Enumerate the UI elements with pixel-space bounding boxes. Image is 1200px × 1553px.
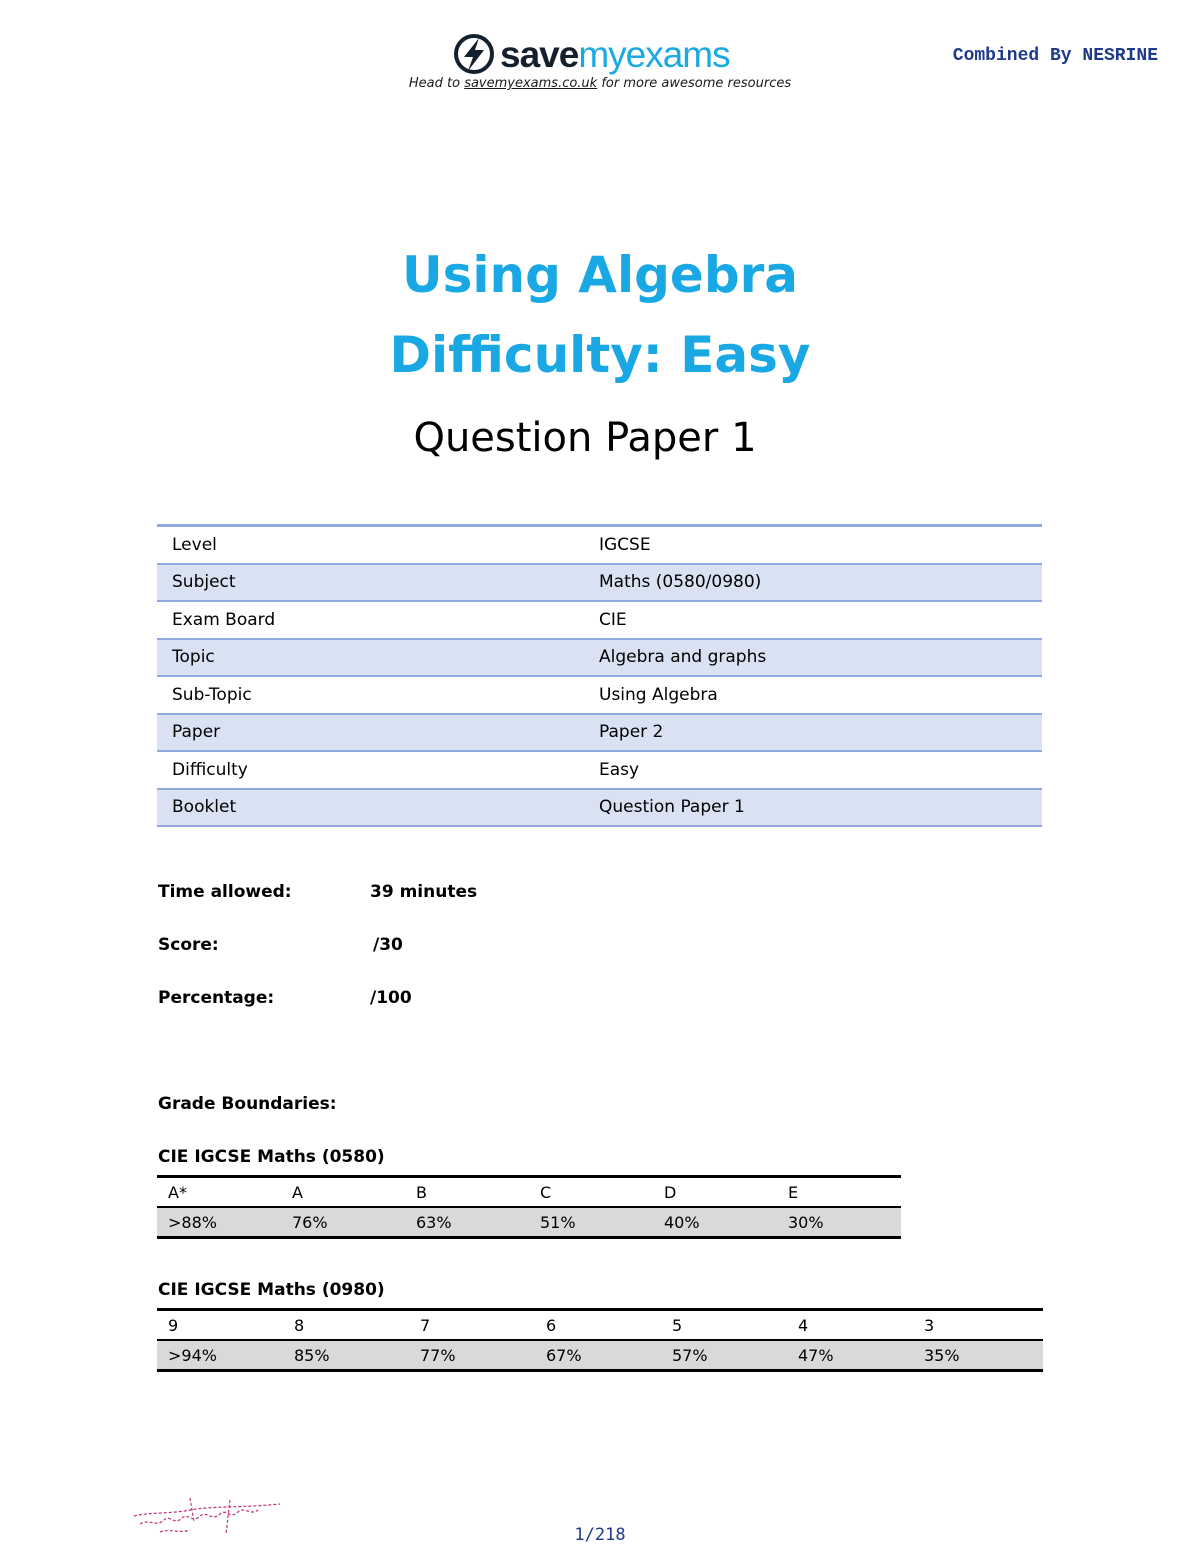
info-value: CIE: [599, 609, 627, 630]
info-value: IGCSE: [599, 534, 651, 555]
info-row: [157, 715, 1042, 753]
page-subtitle: Question Paper 1: [413, 415, 757, 461]
percentage-label: Percentage:: [158, 988, 275, 1008]
grade-row: [157, 1311, 1043, 1339]
grade-boundaries-heading: Grade Boundaries:: [158, 1094, 337, 1114]
info-value: Paper 2: [599, 722, 664, 743]
info-row: [157, 790, 1042, 828]
table-0580-title: CIE IGCSE Maths (0580): [158, 1147, 385, 1167]
info-value: Easy: [599, 759, 640, 780]
percentage-cell: 51%: [540, 1212, 576, 1232]
info-row: [157, 527, 1042, 565]
percentage: [158, 988, 412, 1008]
percentage-cell: >88%: [168, 1212, 217, 1232]
header-tagline: Head to savemyexams.co.uk for more awesome resources: [408, 76, 792, 91]
info-table: [157, 524, 1042, 827]
difficulty-title: Difficulty: Easy: [389, 326, 811, 384]
percentage-cell: 30%: [788, 1212, 824, 1232]
grade-cell: 9: [168, 1315, 179, 1335]
grade-cell: 5: [672, 1315, 683, 1335]
percentage-cell: 63%: [416, 1212, 452, 1232]
grade-cell: E: [788, 1182, 799, 1202]
logo-wordmark: savemyexams: [500, 33, 730, 75]
info-label: Sub-Topic: [172, 684, 252, 705]
time-allowed: [158, 882, 477, 902]
percentage-cell: 35%: [924, 1345, 960, 1365]
info-label: Paper: [172, 722, 221, 743]
grade-cell: 6: [546, 1315, 557, 1335]
grade-cell: 7: [420, 1315, 431, 1335]
info-label: Subject: [172, 572, 236, 593]
grade-cell: D: [664, 1182, 677, 1202]
percentage-cell: 47%: [798, 1345, 834, 1365]
info-value: Algebra and graphs: [599, 647, 767, 668]
grade-table-0980: [157, 1308, 1043, 1372]
grade-cell: 8: [294, 1315, 305, 1335]
percentage-cell: 40%: [664, 1212, 700, 1232]
score-label: Score:: [158, 935, 219, 955]
info-row: [157, 565, 1042, 603]
grade-cell: 3: [924, 1315, 935, 1335]
info-label: Topic: [172, 647, 215, 668]
time-allowed-label: Time allowed:: [158, 882, 292, 902]
page-title: Using Algebra: [401, 246, 799, 304]
info-label: Exam Board: [172, 609, 276, 630]
grade-cell: A*: [168, 1182, 187, 1202]
score-value: /30: [373, 935, 403, 955]
grade-table-0580: [157, 1175, 901, 1239]
grade-row: [157, 1178, 901, 1206]
info-label: Level: [172, 534, 217, 555]
lightning-bolt-icon: [452, 32, 496, 76]
percentage-row: [157, 1339, 1043, 1372]
time-allowed-value: 39 minutes: [370, 882, 478, 902]
info-value: Using Algebra: [599, 684, 718, 705]
page-number: 1/218: [574, 1525, 626, 1545]
grade-cell: 4: [798, 1315, 809, 1335]
percentage-cell: 57%: [672, 1345, 708, 1365]
grade-cell: A: [292, 1182, 303, 1202]
info-value: Question Paper 1: [599, 797, 745, 818]
info-label: Booklet: [172, 797, 237, 818]
info-label: Difficulty: [172, 759, 248, 780]
percentage-cell: >94%: [168, 1345, 217, 1365]
grade-cell: C: [540, 1182, 552, 1202]
website-link[interactable]: savemyexams.co.uk: [464, 76, 598, 91]
percentage-cell: 67%: [546, 1345, 582, 1365]
logo[interactable]: [452, 30, 730, 78]
info-row: [157, 602, 1042, 640]
info-row: [157, 752, 1042, 790]
percentage-cell: 77%: [420, 1345, 456, 1365]
info-value: Maths (0580/0980): [599, 572, 762, 593]
info-row: [157, 677, 1042, 715]
score: [158, 935, 403, 955]
combined-by-label: Combined By NESRINE: [952, 46, 1158, 66]
table-0980-title: CIE IGCSE Maths (0980): [158, 1280, 385, 1300]
percentage-cell: 76%: [292, 1212, 328, 1232]
percentage-value: /100: [370, 988, 412, 1008]
info-row: [157, 640, 1042, 678]
percentage-cell: 85%: [294, 1345, 330, 1365]
grade-cell: B: [416, 1182, 427, 1202]
percentage-row: [157, 1206, 901, 1239]
